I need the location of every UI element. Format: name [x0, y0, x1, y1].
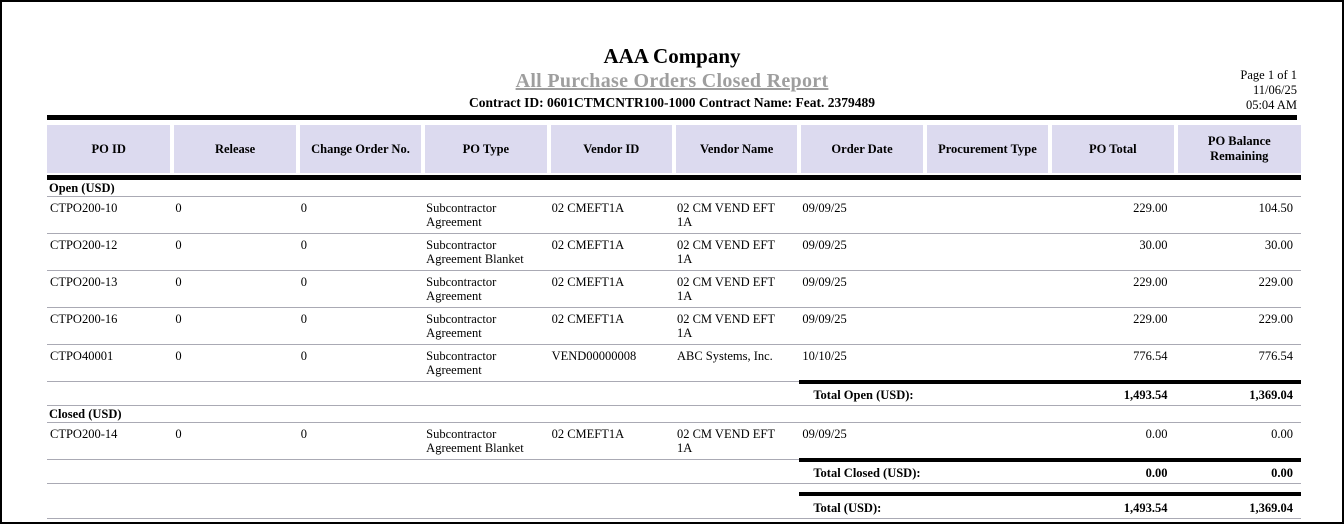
header-rule [47, 115, 1297, 120]
cell-vendor-id: 02 CMEFT1A [549, 423, 674, 460]
cell-change-order-no: 0 [298, 345, 423, 382]
table-header-row [47, 125, 1301, 173]
page-number: Page 1 of 1 [1240, 68, 1297, 82]
report-title: All Purchase Orders Closed Report [515, 70, 829, 92]
cell-po-type: Subcontractor Agreement [423, 197, 548, 234]
total-row-spacer [47, 382, 799, 406]
cell-release: 0 [172, 308, 297, 345]
total-closed-row [47, 460, 1301, 484]
col-header-procurement-type: Procurement Type [925, 125, 1050, 173]
cell-order-date: 09/09/25 [799, 234, 924, 271]
cell-order-date: 10/10/25 [799, 345, 924, 382]
grand-total-label: Total (USD): [799, 494, 1050, 518]
total-row-spacer [47, 460, 799, 484]
total-open-po-balance: 1,369.04 [1176, 382, 1301, 406]
table-row [47, 308, 1301, 345]
cell-po-type: Subcontractor Agreement [423, 345, 548, 382]
cell-change-order-no: 0 [298, 234, 423, 271]
col-header-po-type: PO Type [423, 125, 548, 173]
report-header [2, 2, 1342, 111]
cell-vendor-name: ABC Systems, Inc. [674, 345, 799, 382]
company-name: AAA Company [603, 44, 741, 68]
cell-po-total: 0.00 [1050, 423, 1175, 460]
cell-procurement-type [925, 271, 1050, 308]
cell-po-total: 776.54 [1050, 345, 1175, 382]
total-open-po-total: 1,493.54 [1050, 382, 1175, 406]
cell-vendor-name: 02 CM VEND EFT 1A [674, 271, 799, 308]
cell-change-order-no: 0 [298, 271, 423, 308]
cell-po-balance: 229.00 [1176, 271, 1301, 308]
col-header-po-total: PO Total [1050, 125, 1175, 173]
col-header-po-balance-remaining: PO Balance Remaining [1176, 125, 1301, 173]
col-header-change-order-no: Change Order No. [298, 125, 423, 173]
cell-po-balance: 229.00 [1176, 308, 1301, 345]
cell-procurement-type [925, 423, 1050, 460]
cell-po-id: CTPO200-10 [47, 197, 172, 234]
table-row [47, 234, 1301, 271]
report-time: 05:04 AM [1245, 98, 1297, 112]
cell-vendor-name: 02 CM VEND EFT 1A [674, 197, 799, 234]
table-row [47, 271, 1301, 308]
cell-po-total: 229.00 [1050, 197, 1175, 234]
total-closed-label: Total Closed (USD): [799, 460, 1050, 484]
spacer-row [47, 484, 1301, 495]
cell-po-type: Subcontractor Agreement Blanket [423, 234, 548, 271]
total-open-label: Total Open (USD): [799, 382, 1050, 406]
total-closed-po-total: 0.00 [1050, 460, 1175, 484]
section-closed-label: Closed (USD) [47, 406, 1301, 423]
cell-po-balance: 0.00 [1176, 423, 1301, 460]
cell-po-type: Subcontractor Agreement [423, 308, 548, 345]
cell-order-date: 09/09/25 [799, 271, 924, 308]
col-header-vendor-id: Vendor ID [549, 125, 674, 173]
col-header-vendor-name: Vendor Name [674, 125, 799, 173]
grand-total-row [47, 494, 1301, 518]
cell-vendor-name: 02 CM VEND EFT 1A [674, 234, 799, 271]
cell-order-date: 09/09/25 [799, 308, 924, 345]
cell-vendor-id: 02 CMEFT1A [549, 271, 674, 308]
table-row [47, 423, 1301, 460]
cell-procurement-type [925, 234, 1050, 271]
section-open [47, 178, 1301, 197]
col-header-order-date: Order Date [799, 125, 924, 173]
cell-release: 0 [172, 234, 297, 271]
cell-po-id: CTPO200-13 [47, 271, 172, 308]
cell-change-order-no: 0 [298, 197, 423, 234]
cell-po-type: Subcontractor Agreement Blanket [423, 423, 548, 460]
cell-release: 0 [172, 345, 297, 382]
cell-vendor-id: VEND00000008 [549, 345, 674, 382]
section-open-label: Open (USD) [47, 178, 1301, 197]
cell-po-id: CTPO200-14 [47, 423, 172, 460]
cell-change-order-no: 0 [298, 308, 423, 345]
cell-order-date: 09/09/25 [799, 197, 924, 234]
cell-vendor-id: 02 CMEFT1A [549, 197, 674, 234]
cell-po-type: Subcontractor Agreement [423, 271, 548, 308]
cell-po-total: 30.00 [1050, 234, 1175, 271]
cell-change-order-no: 0 [298, 423, 423, 460]
cell-procurement-type [925, 197, 1050, 234]
total-open-row [47, 382, 1301, 406]
cell-po-id: CTPO40001 [47, 345, 172, 382]
cell-po-id: CTPO200-16 [47, 308, 172, 345]
table-row [47, 345, 1301, 382]
purchase-orders-table [47, 125, 1301, 519]
col-header-po-id: PO ID [47, 125, 172, 173]
cell-release: 0 [172, 271, 297, 308]
total-closed-po-balance: 0.00 [1176, 460, 1301, 484]
grand-total-po-balance: 1,369.04 [1176, 494, 1301, 518]
table-row [47, 197, 1301, 234]
section-closed [47, 406, 1301, 423]
report-date: 11/06/25 [1253, 83, 1297, 97]
cell-release: 0 [172, 197, 297, 234]
cell-vendor-name: 02 CM VEND EFT 1A [674, 308, 799, 345]
cell-po-total: 229.00 [1050, 308, 1175, 345]
cell-procurement-type [925, 308, 1050, 345]
cell-po-balance: 776.54 [1176, 345, 1301, 382]
cell-po-balance: 30.00 [1176, 234, 1301, 271]
cell-vendor-id: 02 CMEFT1A [549, 234, 674, 271]
cell-order-date: 09/09/25 [799, 423, 924, 460]
cell-release: 0 [172, 423, 297, 460]
cell-procurement-type [925, 345, 1050, 382]
contract-info: Contract ID: 0601CTMCNTR100-1000 Contract Name: Feat. 2379489 [468, 95, 876, 110]
col-header-release: Release [172, 125, 297, 173]
cell-vendor-id: 02 CMEFT1A [549, 308, 674, 345]
cell-po-id: CTPO200-12 [47, 234, 172, 271]
cell-po-total: 229.00 [1050, 271, 1175, 308]
page-info [1240, 68, 1297, 113]
total-row-spacer [47, 494, 799, 518]
cell-po-balance: 104.50 [1176, 197, 1301, 234]
cell-vendor-name: 02 CM VEND EFT 1A [674, 423, 799, 460]
grand-total-po-total: 1,493.54 [1050, 494, 1175, 518]
